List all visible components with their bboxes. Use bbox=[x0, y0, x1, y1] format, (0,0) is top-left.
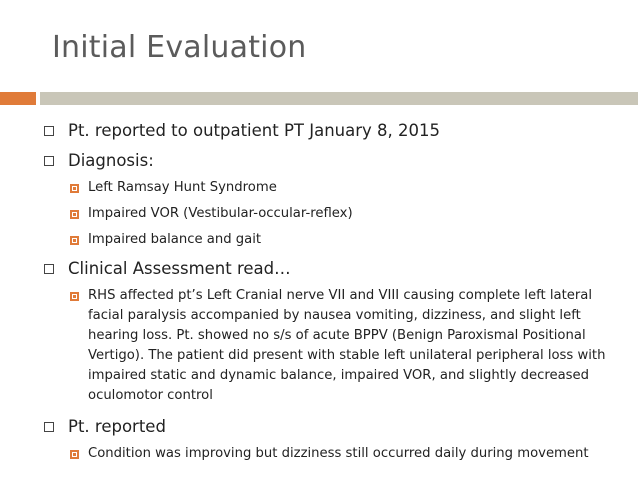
bullet-item bbox=[44, 150, 624, 172]
sub-bullet-item bbox=[44, 286, 624, 406]
bullet-text: Pt. reported to outpatient PT January 8, 2015 bbox=[68, 121, 441, 140]
orange-square-bullet-icon bbox=[70, 292, 79, 301]
bullet-text: Pt. reported bbox=[68, 417, 166, 436]
orange-square-bullet-icon bbox=[70, 210, 79, 219]
sub-bullet-item bbox=[44, 204, 624, 224]
sub-bullet-item bbox=[44, 444, 624, 464]
square-bullet-icon bbox=[44, 156, 54, 166]
bullet-item bbox=[44, 416, 624, 438]
orange-square-bullet-icon bbox=[70, 184, 79, 193]
bullet-text: Clinical Assessment read… bbox=[68, 259, 291, 278]
sub-bullet-text: Left Ramsay Hunt Syndrome bbox=[88, 180, 277, 195]
square-bullet-icon bbox=[44, 126, 54, 136]
orange-square-bullet-icon bbox=[70, 450, 79, 459]
sub-bullet-text: RHS affected pt’s Left Cranial nerve VII and VIII causing complete left lateral facial paralysis accompanied by nausea vomiting, dizziness, and slight left hearing loss. Pt. showed no s/s of acute BPPV (Benign Paroxismal Positional Vertigo). The patient did present with stable left unilateral peripheral loss with impaired static and dynamic balance, impaired VOR, and slightly decreased oculomotor control bbox=[88, 288, 606, 403]
title-evaluation: Evaluation bbox=[146, 30, 307, 65]
sub-bullet-item bbox=[44, 230, 624, 250]
square-bullet-icon bbox=[44, 264, 54, 274]
accent-bar bbox=[0, 92, 36, 105]
square-bullet-icon bbox=[44, 422, 54, 432]
bullet-item bbox=[44, 120, 624, 142]
sub-bullet-text: Impaired VOR (Vestibular-occular-reflex) bbox=[88, 206, 353, 221]
sub-bullet-item bbox=[44, 178, 624, 198]
orange-square-bullet-icon bbox=[70, 236, 79, 245]
sub-bullet-text: Condition was improving but dizziness still occurred daily during movement bbox=[88, 446, 589, 461]
slide-title bbox=[52, 30, 306, 65]
title-rule-bar bbox=[40, 92, 638, 105]
bullet-content bbox=[44, 118, 624, 464]
title-initial: Initial bbox=[52, 30, 137, 65]
bullet-item bbox=[44, 258, 624, 280]
bullet-text: Diagnosis: bbox=[68, 151, 154, 170]
sub-bullet-text: Impaired balance and gait bbox=[88, 232, 262, 247]
